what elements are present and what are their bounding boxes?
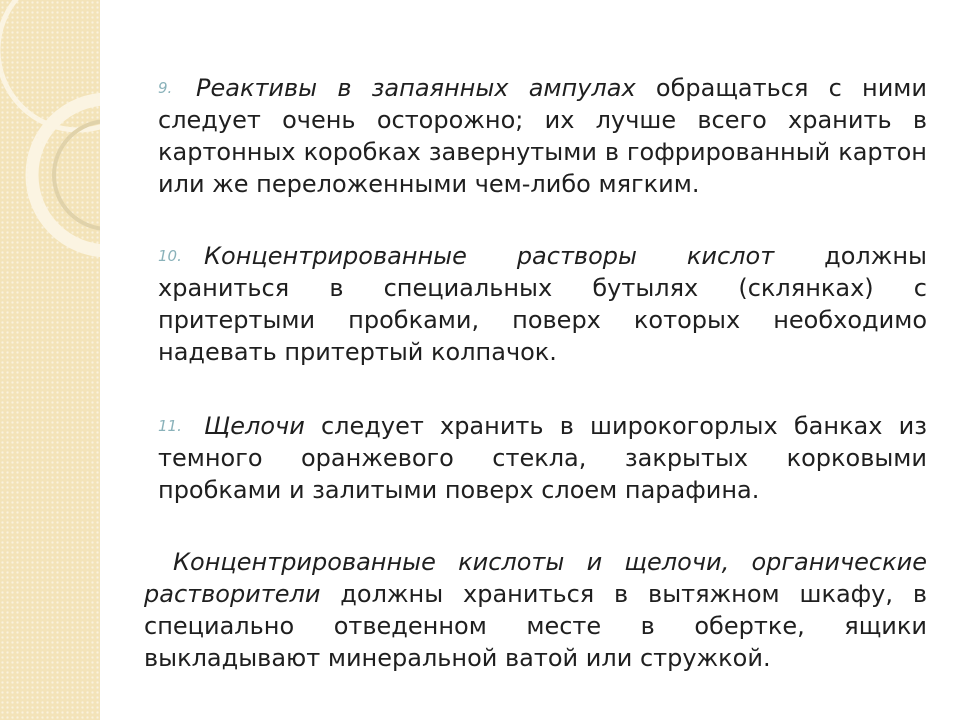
final-text: должны храниться в вытяжном шкафу, в специально отведенном месте в обертке, ящики выкладывают минеральной ватой или стружкой. xyxy=(144,580,927,672)
item-number: 11. xyxy=(158,417,182,435)
final-term: Концентрированные кислоты и щелочи, органические растворители xyxy=(144,548,927,608)
item-text: должны храниться в специальных бутылях (склянках) с притертыми пробками, поверх которых необходимо надевать притертый колпачок. xyxy=(158,242,927,366)
item-term: Щелочи xyxy=(204,412,305,440)
item-term: Реактивы в запаянных ампулах xyxy=(196,74,636,102)
list-item-10 xyxy=(158,240,927,368)
item-term: Концентрированные растворы кислот xyxy=(204,242,775,270)
item-number: 10. xyxy=(158,247,182,265)
item-text: следует хранить в широкогорлых банках из темного оранжевого стекла, закрытых корковыми пробками и залитыми поверх слоем парафина. xyxy=(158,412,927,504)
item-number: 9. xyxy=(158,79,173,97)
final-paragraph xyxy=(144,546,927,674)
item-text: обращаться с ними следует очень осторожно; их лучше всего хранить в картонных коробках завернутыми в гофрированный картон или же переложенными чем-либо мягким. xyxy=(158,74,927,198)
list-item-11 xyxy=(158,410,927,506)
list-item-9 xyxy=(158,72,927,200)
